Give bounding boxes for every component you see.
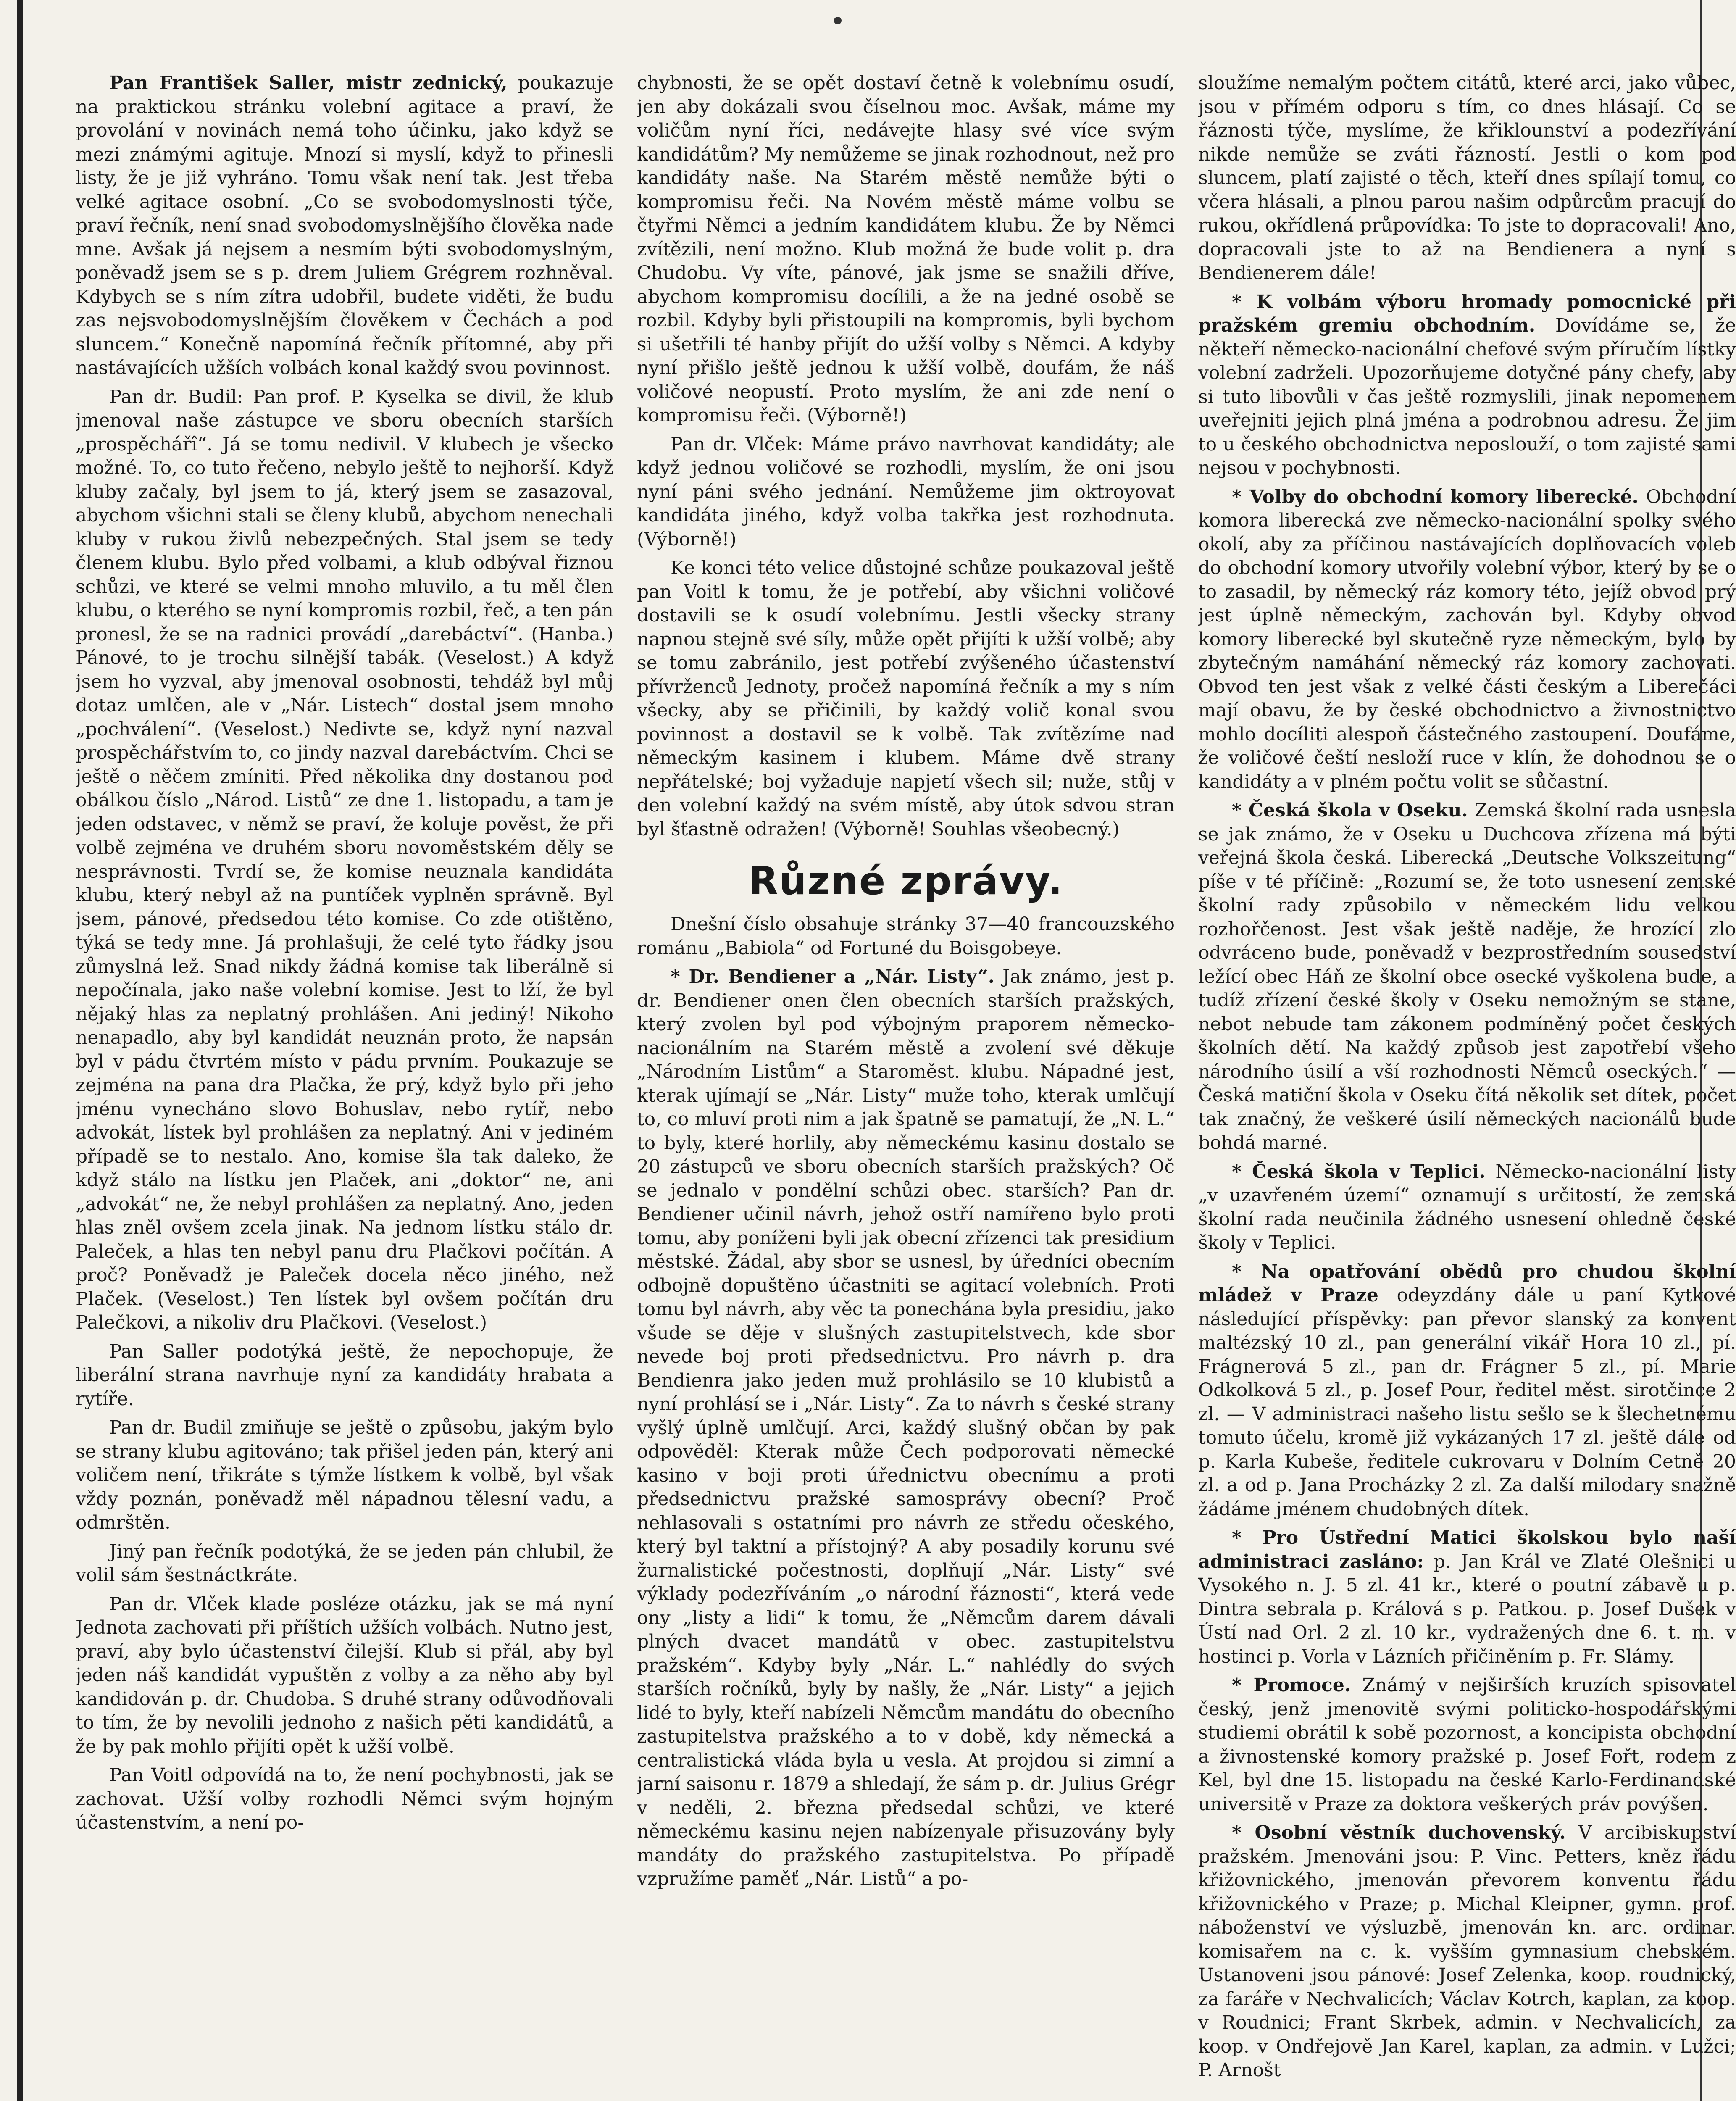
paragraph-text: Obchodní komora liberecká zve německo-nacionální spolky svého okolí, aby za příčinou nastávajících doplňovacích voleb do obchodní komory utvořily volební výbor, který by se o to zasadil, by německý ráz komory této, jejíž obvod prý jest úplně německým, zachován byl. Kdyby obvod komory liberecké byl skutečně ryze německým, bylo by zbytečným namáhání německý ráz komory zachovati. Obvod ten jest však z velké části českým a Liberečáci mají obavu, že by české obchodnictvo a živnostnictvo mohlo docíliti alespoň částečného zastoupení. Doufáme, že voličové čeští nesloží ruce v klín, že dohodnou se o kandidáty a v plném počtu volit se sůčastní. [1198,486,1736,792]
paragraph [1198,1526,1736,1669]
column-1 [76,71,613,2101]
paragraph-lead: * K volbám výboru hromady pomocnické při pražském gremiu obchodním. [1198,291,1736,336]
column-3 [1198,71,1736,2101]
column-2-news [637,913,1175,1891]
paragraph-text: Zemská školní rada usnesla se jak známo, že v Oseku u Duchcova zřízena má býti veřejná škola česká. Liberecká „Deutsche Volkszeitung“ píše v té příčině: „Rozumí se, že toto usnesení zemské školní rady způsobilo v německém lidu velkou rozhořčenost. Jest však ještě naděje, že hrozící zlo odvráceno bude, poněvadž v bezprostředním sousedství ležící obec Háň ze školní obce osecké vyškolena bude, a tudíž zřízení české školy v Oseku nemožným se stane, nebot nebude tam zákonem podmíněný počet českých školních dětí. Na každý způsob jest zapotřebí všeho národního úsilí a vší rozhodnosti Němců oseckých.“ — Česká matiční škola v Oseku čítá několik set dítek, počet tak značný, že veškeré úsilí německých nacionálů bude bohdá marné. [1198,800,1736,1153]
paragraph-lead: * Promoce. [1232,1674,1351,1696]
scan-border-left [17,0,23,2101]
columns [76,71,1736,2101]
paragraph-lead: * Česká škola v Teplici. [1232,1161,1486,1182]
paragraph [637,556,1175,841]
paragraph-text: Jak známo, jest p. dr. Bendiener onen člen obecních starších pražských, který zvolen byl pod výbojným praporem německo-nacionálním na Starém městě a zvolení své děkuje „Národním Listům“ a Staroměst. klubu. Nápadné jest, kterak ujímají se „Nár. Listy“ muže toho, kterak umlčují to, co mluví proti nim a jak špatně se pamatují, že „N. L.“ to byly, které horlily, aby německému kasinu dostalo se 20 zástupců ve sboru obecních starších pražských? Oč se jednalo v pondělní schůzi obec. starších? Pan dr. Bendiener učinil návrh, jehož ostří namířeno bylo proti tomu, aby poníženi byli jak obecní zřízenci tak presidium městské. Žádal, aby sbor se usnesl, by úředníci obecním odbojně dopuštěno účastniti se agitací volebních. Proti tomu byl návrh, aby věc ta ponechána byla presidiu, jako všude se děje v slušných zastupitelstvech, kde sbor nevede boj proti předsednictvu. Pro návrh p. dra Bendienra jako jeden muž prohlásilo se 10 klubistů a nyní prohlásí se i „Nár. Listy“. Za to návrh s české strany vyšlý úplně umlčují. Arci, každý slušný občan by pak odpověděl: Kterak může Čech podporovati německé kasino v boji proti úřednictvu obecnímu a proti předsednictvu pražské samosprávy obecní? Proč nehlasovali s ostatními pro návrh ze středu očeského, který byl taktní a přístojný? A aby posadily korunu své žurnalistické počestnosti, doplňují „Nár. Listy“ své výklady podezříváním „o národní řáznosti“, která vede ony „listy a lidi“ k tomu, že „Němcům darem dávali plných dvacet mandátů v obec. zastupitelstvu pražském“. Kdyby byly „Nár. L.“ nahlédly do svých starších ročníků, byly by našly, že „Nár. Listy“ a jejich lidé to byly, kteří nabízeli Němcům mandátu do obecního zastupitelstva pražského a to v době, kdy německá a centralistická vláda byla u vesla. At projdou si zimní a jarní saisonu r. 1879 a shledají, že sám p. dr. Julius Grégr v neděli, 2. března předsedal schůzi, ve které německému kasinu nejen nabízenyale přisuzovány byly mandáty do pražského zastupitelstva. Po případě vzpružíme paměť „Nár. Listů“ a po- [637,966,1175,1890]
paragraph-text: Dnešní číslo obsahuje stránky 37—40 francouzského románu „Babiola“ od Fortuné du Boisgobeye. [637,914,1175,959]
paragraph [1198,1674,1736,1816]
paragraph-text: Pan dr. Vlček klade posléze otázku, jak se má nyní Jednota zachovati při příštích užších volbách. Nutno jest, praví, aby bylo účastenství čilejší. Klub si přál, aby byl jeden náš kandidát vypuštěn z volby a za něho aby byl kandidován p. dr. Chudoba. S druhé strany odůvodňovali to tím, že by nevolili jednoho z našich pěti kandidátů, a že by pak mohlo přijíti opět k užší volbě. [76,1593,613,1757]
paragraph [637,433,1175,552]
paragraph [1198,799,1736,1155]
paragraph [1198,290,1736,480]
paragraph-text: poukazuje na praktickou stránku volební agitace a praví, že provolání v novinách nemá toho účinku, jako když se mezi známými agituje. Mnozí si myslí, když to přinesli listy, že je již vyhráno. Tomu však není tak. Jest třeba velké agitace osobní. „Co se svobodomyslnosti týče, praví řečník, není snad svobodomyslnějšího člověka nade mne. Avšak já nejsem a nesmím býti svobodomyslným, poněvadž jsem se s p. drem Juliem Grégrem rozhněval. Kdybych se s ním zítra udobřil, budete viděti, že budu zas nejsvobodomyslnějším člověkem v Čechách a pod sluncem.“ Konečně napomíná řečník přítomné, aby při nastávajících užších volbách konal každý svou povinnost. [76,72,613,379]
paragraph [76,1593,613,1759]
paragraph-text: Pan dr. Budil zmiňuje se ještě o způsobu, jakým bylo se strany klubu agitováno; tak přišel jeden pán, který ani voličem není, třikráte s týmže lístkem k volbě, byl však vždy poznán, poněvadž měl nápadnou tělesní vadu, a odmrštěn. [76,1417,613,1533]
paragraph-lead: Pan František Saller, mistr zednický, [109,72,508,94]
paragraph [1198,485,1736,794]
paragraph [76,71,613,380]
paragraph [637,913,1175,960]
paragraph [76,1416,613,1535]
column-2 [637,71,1175,2101]
paragraph-text: Dovídáme se, že někteří německo-nacionální chefové svým příručím lístky volební zadrželi. Upozorňujeme dotyčné pány chefy, aby si tuto libovůli v čas ještě rozmyslili, jinak nepomenem uveřejniti jejich plná jména a podrobnou adresu. Že jim to u českého obchodnictva neposlouží, o tom zajisté sami nejsou v pochybnosti. [1198,315,1736,479]
paragraph [76,1764,613,1835]
paragraph-lead: * Česká škola v Oseku. [1232,800,1468,821]
paragraph [76,1540,613,1588]
paragraph-lead: * Dr. Bendiener a „Nár. Listy“. [671,966,995,987]
paragraph-text: V arcibiskupství pražském. Jmenováni jsou: P. Vinc. Petters, kněz řádu křižovnického, jmenován převorem konventu řádu křižovnického v Praze; p. Michal Kleipner, gymn. prof. náboženství ve výsluzbě, jmenován kn. arc. ordinar. komisařem na c. k. vyšším gymnasium chebském. Ustanoveni jsou pánové: Josef Zelenka, koop. roudnický, za faráře v Nechvalicích; Václav Kotrch, kaplan, za koop. v Roudnici; Frant Skrbek, admin. v Nechvalicích, za koop. v Ondřejově Jan Karel, kaplan, za admin. v Lužci; P. Arnošt [1198,1822,1736,2081]
paragraph [637,965,1175,1891]
scan-dot [834,17,842,24]
paragraph-text: Pan dr. Budil: Pan prof. P. Kyselka se divil, že klub jmenoval naše zástupce ve sboru obecních starších „prospěchářî“. Já se tomu nedivil. V klubech je všecko možné. To, co tuto řečeno, nebylo ještě to nejhorší. Když kluby začaly, byl jsem to já, který jsem se zasazoval, abychom všichni stali se členy klubů, abychom nenechali kluby v rukou živlů nebezpečných. Stal jsem se tedy členem klubu. Bylo před volbami, a klub odbýval řiznou schůzi, ve které se velmi mnoho mluvilo, a tu měl člen klubu, o kterého se nyní kompromis rozbil, řeč, a ten pán pronesl, že se na radnici provádí „darebáctví“. (Hanba.) Pánové, to je trochu silnější tabák. (Veselost.) A když jsem ho vyzval, aby jmenoval osobnosti, tehdáž byl můj dotaz umlčen, ale v „Nár. Listech“ dostal jsem mnoho „pochválení“. (Veselost.) Nedivte se, když nyní nazval prospěchářstvím to, co jindy nazval darebáctvím. Chci se ještě o něčem zmíniti. Před několika dny dostanou pod obálkou číslo „Národ. Listů“ ze dne 1. listopadu, a tam je jeden odstavec, v němž se praví, že koluje pověst, že při volbě zejména ve druhém sboru novoměstském děly se nesprávnosti. Tvrdí se, že komise neuznala kandidáta klubu, který nebyl až na puntíček vyplněn správně. Byl jsem, pánové, předsedou této komise. Co zde otištěno, týká se tedy mne. Já prohlašuji, že celé tyto řádky jsou zůmyslná lež. Snad nikdy žádná komise tak liberálně si nepočínala, jako naše volební komise. Jest to lží, že byl nějaký hlas za neplatný prohlášen. Ani jediný! Nikoho nenapadlo, aby byl kandidát neuznán proto, že napsán byl v pádu čtvrtém místo v pádu prvním. Poukazuje se zejména na pana dra Plačka, že prý, když bylo při jeho jménu vynecháno slovo Bohuslav, nebo rytíř, nebo advokát, lístek byl prohlášen za neplatný. Ani v jediném případě se to nestalo. Ano, komise šla tak daleko, že když stálo na lístku jen Plaček, ani „doktor“ ne, ani „advokát“ ne, že nebyl prohlášen za neplatný. Ano, jeden hlas zněl ovšem zcela jinak. Na jednom lístku stálo dr. Paleček, a hlas ten nebyl panu dru Plačkovi počítán. A proč? Poněvadž je Paleček docela něco jiného, než Plaček. (Veselost.) Ten lístek byl ovšem počítán dru Palečkovi, a nikoliv dru Plačkovi. (Veselost.) [76,386,613,1333]
paragraph-lead: * Pro Ústřední Matici školskou bylo naší administraci zasláno: [1198,1527,1736,1572]
paragraph [76,1340,613,1411]
paragraph-text: Známý v nejširších kruzích spisovatel český, jenž jmenovitě svými politicko-hospodářskými studiemi obrátil k sobě pozornost, a koncipista obchodní a živnostenské komory pražské p. Josef Fořt, rodem z Kel, byl dne 15. listopadu na české Karlo-Ferdinandské universitě v Praze za doktora veškerých práv povýšen. [1198,1674,1736,1815]
paragraph-text: sloužíme nemalým počtem citátů, které arci, jako vůbec, jsou v přímém odporu s tím, co dnes hlásají. Co se řáznosti týče, myslíme, že křiklounství a podezřívání nikde nemůže se zváti řázností. Jestli o kom pod sluncem, platí zajisté o těch, kteří dnes spílají tomu, co včera hlásali, a plnou parou našim odpůrcům pracují do rukou, okřídlená průpovídka: To jste to dopracovali! Ano, dopracovali jste to až na Bendienera a nyní s Bendienerem dále! [1198,72,1736,284]
paragraph-text: Pan dr. Vlček: Máme právo navrhovat kandidáty; ale když jednou voličové se rozhodli, myslím, že oni jsou nyní páni svého jednání. Nemůžeme jim oktroyovat kandidáta jiného, když volba takřka jest rozhodnuta. (Výborně!) [637,433,1175,550]
paragraph-text: Jiný pan řečník podotýká, že se jeden pán chlubil, že volil sám šestnáctkráte. [76,1540,613,1586]
paragraph [1198,1821,1736,2083]
paragraph [1198,71,1736,285]
paragraph-text: Pan Voitl odpovídá na to, že není pochybnosti, jak se zachovat. Užší volby rozhodli Němci svým hojným účastenstvím, a není po- [76,1764,613,1833]
column-2-meeting-report [637,71,1175,841]
paragraph [76,385,613,1335]
paragraph [1198,1160,1736,1255]
paragraph-text: odeyzdány dále u paní Kytkové následující příspěvky: pan převor slanský za konvent maltézský 10 zl., pan generální vikář Hora 10 zl., pí. Frágnerová 5 zl., pan dr. Frágner 5 zl., pí. Marie Odkolková 5 zl., p. Josef Pour, ředitel měst. sirotčince 2 zl. — V administraci našeho listu sešlo se k šlechetnému tomuto účelu, kromě již vykázaných 17 zl. ještě dále od p. Karla Kubeše, ředitele cukrovaru v Dolním Cetně 20 zl. a od p. Jana Procházky 2 zl. Za další milodary snažně žádáme jménem chudobných dítek. [1198,1285,1736,1520]
paragraph-text: chybnosti, že se opět dostaví četně k volebnímu osudí, jen aby dokázali svou číselnou moc. Avšak, máme my voličům nyní říci, nedávejte hlasy své více svým kandidátům? My nemůžeme se jinak rozhodnout, než pro kandidáty naše. Na Starém městě nemůže býti o kompromisu řeči. Na Novém městě máme volbu se čtyřmi Němci a jedním kandidátem klubu. Že by Němci zvítězili, není možno. Klub možná že bude volit p. dra Chudobu. Vy víte, pánové, jak jsme se snažili dříve, abychom kompromisu docílili, a že na jedné osobě se rozbil. Kdyby byli přistoupili na kompromis, byli bychom si ušetřili té hanby přijít do užší volby s Němci. A kdyby nyní přišlo ještě jednou k užší volbě, doufám, že náš voličové neopustí. Proto myslím, že ani zde není o kompromisu řeči. (Výborně!) [637,72,1175,426]
paragraph-text: Pan Saller podotýká ještě, že nepochopuje, že liberální strana navrhuje nyní za kandidáty hrabata a rytíře. [76,1340,613,1410]
paragraph [1198,1260,1736,1522]
paragraph-lead: * Osobní věstník duchovenský. [1232,1822,1566,1843]
paragraph-text: Německo-nacionální listy „v uzavřeném území“ oznamují s určitostí, že zemská školní rada neučinila žádného usnesení ohledně české školy v Teplici. [1198,1161,1736,1253]
paragraph-text: p. Jan Král ve Zlaté Olešnici u Vysokého n. J. 5 zl. 41 kr., které o poutní zábavě u p. Dintra sebrala p. Králová s p. Patkou. p. Josef Dušek v Ústí nad Orl. 2 zl. 10 kr., vydražených dne 6. t. m. v hostinci p. Vorla v Lázních přičiněním p. Fr. Slámy. [1198,1551,1736,1667]
paragraph-lead: * Volby do obchodní komory liberecké. [1232,486,1639,508]
section-heading: Různé zprávy. [748,858,1063,903]
paragraph [637,71,1175,428]
paragraph-text: Ke konci této velice důstojné schůze poukazoval ještě pan Voitl k tomu, že je potřebí, aby všichni voličové dostavili se k osudí volebnímu. Jestli všecky strany napnou stejně své síly, může opět přijíti k užší volbě; aby se tomu zabránilo, jest potřebí zvýšeného účastenství přívrženců Jednoty, pročež napomíná řečník a my s ním všecky, aby se přičinili, by každý volič konal svou povinnost a dostavil se k volbě. Tak zvítězíme nad německým kasinem i klubem. Máme dvě strany nepřátelské; boj vyžaduje napjetí všech sil; nuže, stůj v den volební každý na svém místě, aby útok sdvou stran byl šťastně odražen! (Výborně! Souhlas všeobecný.) [637,557,1175,840]
paragraph-lead: * Na opatřování obědů pro chudou školní mládež v Praze [1198,1261,1736,1306]
